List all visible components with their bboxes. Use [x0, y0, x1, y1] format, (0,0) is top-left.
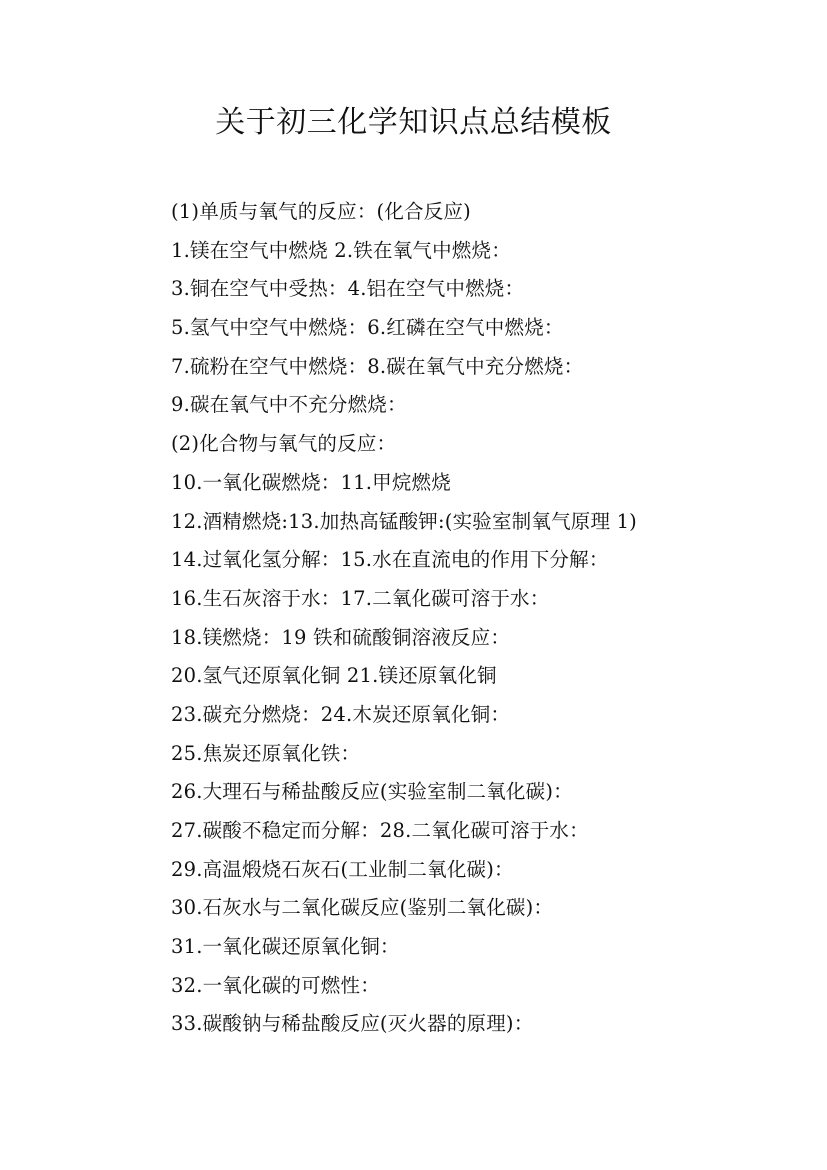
- text-line: 9.碳在氧气中不充分燃烧：: [171, 393, 407, 417]
- document-body: [171, 193, 771, 1044]
- text-line: 30.石灰水与二氧化碳反应(鉴别二氧化碳)：: [171, 896, 554, 920]
- document-title: 关于初三化学知识点总结模板: [215, 105, 612, 140]
- text-line: 23.碳充分燃烧：24.木炭还原氧化铜：: [171, 702, 511, 726]
- text-line: (2)化合物与氧气的反应：: [171, 432, 397, 456]
- text-line: 20.氢气还原氧化铜 21.镁还原氧化铜: [171, 664, 497, 688]
- text-line: 18.镁燃烧：19 铁和硫酸铜溶液反应：: [171, 625, 511, 649]
- text-line: (1)单质与氧气的反应：(化合反应): [171, 200, 471, 223]
- text-line: 16.生石灰溶于水：17.二氧化碳可溶于水：: [171, 586, 550, 610]
- text-line: 1.镁在空气中燃烧 2.铁在氧气中燃烧：: [171, 238, 511, 262]
- text-line: 12.酒精燃烧:13.加热高锰酸钾:(实验室制氧气原理 1): [171, 509, 637, 533]
- text-line: 3.铜在空气中受热：4.铝在空气中燃烧：: [171, 277, 525, 301]
- text-line: 33.碳酸钠与稀盐酸反应(灭火器的原理)：: [171, 1012, 534, 1036]
- text-line: 25.焦炭还原氧化铁：: [171, 741, 361, 765]
- text-line: 10.一氧化碳燃烧：11.甲烷燃烧: [171, 470, 451, 494]
- text-line: 26.大理石与稀盐酸反应(实验室制二氧化碳)：: [171, 780, 573, 804]
- text-line: 27.碳酸不稳定而分解：28.二氧化碳可溶于水：: [171, 819, 589, 842]
- text-line: 29.高温煅烧石灰石(工业制二氧化碳)：: [171, 857, 514, 881]
- text-line: 7.硫粉在空气中燃烧：8.碳在氧气中充分燃烧：: [171, 354, 584, 378]
- text-line: 5.氢气中空气中燃烧：6.红磷在空气中燃烧：: [171, 316, 564, 340]
- text-line: 31.一氧化碳还原氧化铜：: [171, 935, 400, 959]
- text-line: 32.一氧化碳的可燃性：: [171, 973, 380, 997]
- text-line: 14.过氧化氢分解：15.水在直流电的作用下分解：: [171, 548, 609, 572]
